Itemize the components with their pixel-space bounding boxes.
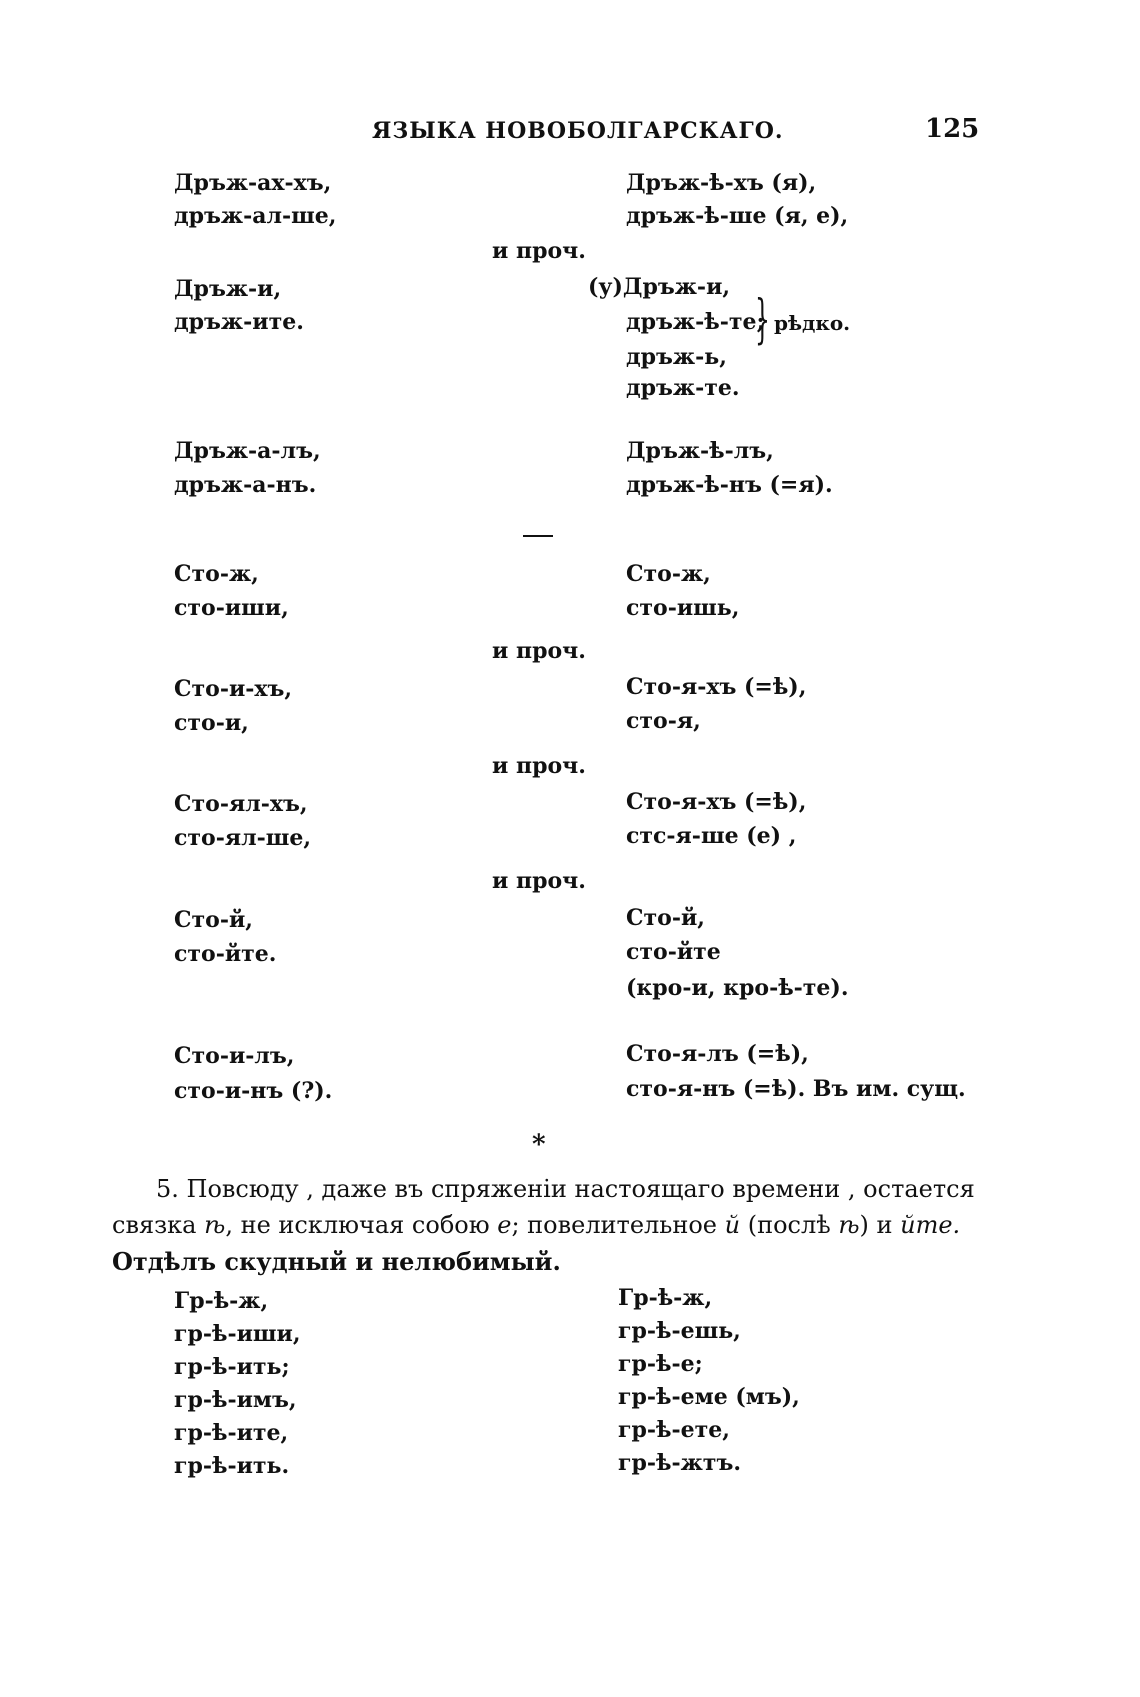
right-form: Дръж-ѣ-хъ (я), — [626, 170, 817, 196]
left-form: дръж-ал-ше, — [174, 203, 337, 229]
left-form: Дръж-ах-хъ, — [174, 170, 332, 196]
left-form: дръж-ите. — [174, 309, 304, 335]
left-form: Сто-й, — [174, 907, 253, 933]
left-form: дръж-а-нъ. — [174, 472, 317, 498]
left-form: сто-и, — [174, 710, 249, 736]
left-form: гр-ѣ-иши, — [174, 1321, 301, 1347]
right-form: дръж-ѣ-те; — [626, 309, 765, 335]
right-form: Сто-ж, — [626, 561, 711, 587]
right-form: дръж-ѣ-ше (я, е), — [626, 203, 849, 229]
right-form: дръж-ѣ-нъ (=я). — [626, 472, 833, 498]
page-number: 125 — [925, 114, 980, 144]
right-form: гр-ѣ-жтъ. — [618, 1450, 741, 1476]
right-form: гр-ѣ-еме (мъ), — [618, 1384, 800, 1410]
running-header: ЯЗЫКА НОВОБОЛГАРСКАГО. — [372, 118, 784, 144]
paragraph-line: 5. Повсюду , даже въ спряженіи настоящаго времени , остается — [156, 1175, 975, 1203]
right-form: дръж-те. — [626, 375, 740, 401]
right-form: гр-ѣ-е; — [618, 1351, 703, 1377]
right-form: сто-я, — [626, 708, 701, 734]
left-form: Сто-ж, — [174, 561, 259, 587]
right-form: дръж-ь, — [626, 344, 727, 370]
brace-note: рѣдко. — [774, 311, 851, 335]
right-form: Дръж-ѣ-лъ, — [626, 438, 774, 464]
etc-label: и проч. — [492, 238, 586, 264]
left-form: сто-йте. — [174, 941, 277, 967]
right-form: Сто-я-хъ (=ѣ), — [626, 789, 807, 815]
left-form: гр-ѣ-имъ, — [174, 1387, 297, 1413]
left-form: Гр-ѣ-ж, — [174, 1288, 269, 1314]
section-separator — [523, 535, 553, 537]
left-form: сто-ял-ше, — [174, 825, 312, 851]
brace-mark: } — [755, 290, 770, 350]
asterisk-divider: * — [532, 1130, 546, 1160]
left-form: сто-иши, — [174, 595, 289, 621]
etc-label: и проч. — [492, 753, 586, 779]
left-form: Сто-и-хъ, — [174, 676, 293, 702]
left-form: сто-и-нъ (?). — [174, 1078, 333, 1104]
paragraph-line: Отдѣлъ скудный и нелюбимый. — [112, 1247, 561, 1276]
right-form: (у)Дръж-и, — [588, 274, 731, 300]
etc-label: и проч. — [492, 638, 586, 664]
right-form: Гр-ѣ-ж, — [618, 1285, 713, 1311]
right-form: гр-ѣ-ешь, — [618, 1318, 741, 1344]
etc-label: и проч. — [492, 868, 586, 894]
left-form: Дръж-и, — [174, 276, 282, 302]
left-form: Сто-и-лъ, — [174, 1043, 295, 1069]
right-form: Сто-я-хъ (=ѣ), — [626, 674, 807, 700]
right-form: гр-ѣ-ете, — [618, 1417, 730, 1443]
left-form: Дръж-а-лъ, — [174, 438, 321, 464]
right-form: сто-я-нъ (=ѣ). Въ им. сущ. — [626, 1076, 966, 1102]
left-form: гр-ѣ-ить; — [174, 1354, 290, 1380]
left-form: Сто-ял-хъ, — [174, 791, 308, 817]
right-form: Сто-й, — [626, 905, 705, 931]
left-form: гр-ѣ-ите, — [174, 1420, 289, 1446]
left-form: гр-ѣ-ить. — [174, 1453, 290, 1479]
right-form: Сто-я-лъ (=ѣ), — [626, 1041, 809, 1067]
right-form: (кро-и, кро-ѣ-те). — [626, 975, 849, 1001]
right-form: стс-я-ше (е) , — [626, 823, 797, 849]
right-form: сто-ишь, — [626, 595, 740, 621]
right-form: сто-йте — [626, 939, 721, 965]
paragraph-line: связка ѣ, не исключая собою е; повелительное й (послѣ ѣ) и йте. — [112, 1211, 961, 1239]
